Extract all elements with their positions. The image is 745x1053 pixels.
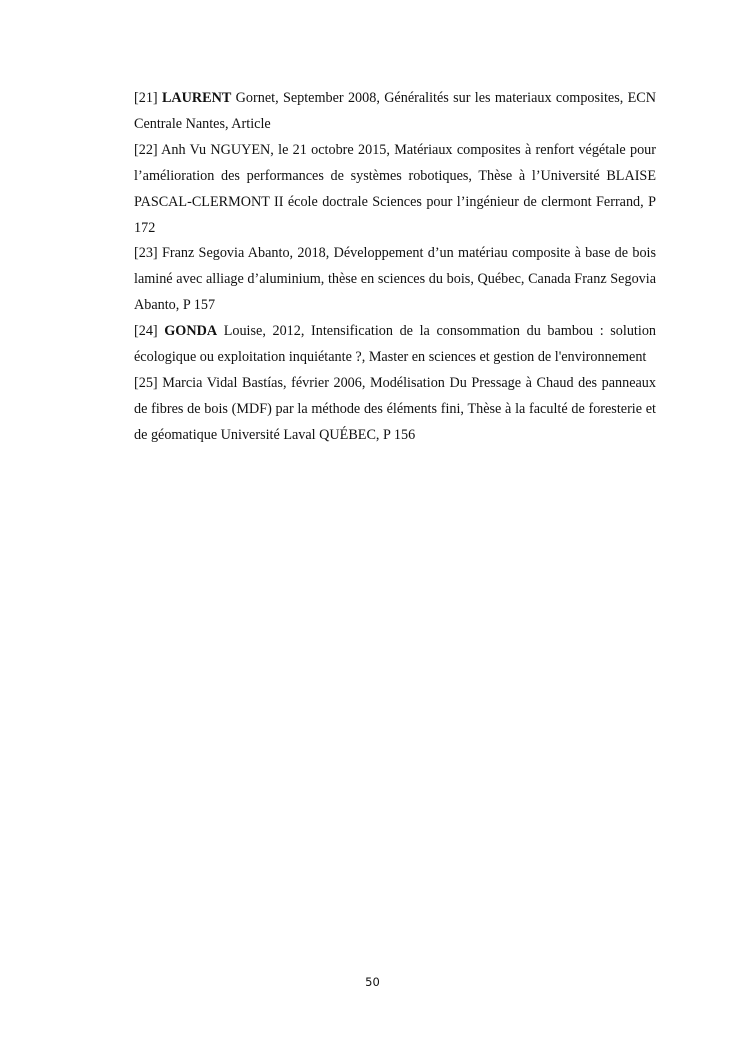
reference-number: [25] (134, 374, 158, 391)
reference-21 (134, 86, 656, 138)
reference-text: Louise, 2012, Intensification de la consommation du bambou : solution écologique ou exploitation inquiétante ?, Master en sciences et gestion de l'environnement (134, 323, 657, 366)
reference-list (134, 86, 656, 449)
reference-number: [24] (134, 323, 158, 340)
reference-number: [22] (134, 141, 158, 158)
reference-text: Franz Segovia Abanto, 2018, Développement d’un matériau composite à base de bois laminé avec alliage d’aluminium, thèse en sciences du bois, Québec, Canada Franz Segovia Abanto, P 157 (134, 245, 657, 314)
reference-number: [21] (134, 90, 158, 106)
reference-22 (134, 138, 656, 242)
reference-author-bold: LAURENT (161, 90, 232, 106)
reference-text: Gornet, September 2008, Généralités sur les materiaux composites, ECN Centrale Nantes, Article (134, 90, 657, 132)
reference-text: Anh Vu NGUYEN, le 21 octobre 2015, Matériaux composites à renfort végétale pour l’amélioration des performances de systèmes robotiques, Thèse à l’Université BLAISE PASCAL-CLERMONT II école doctrale Sciences pour l’ingénieur de clermont Ferrand, P 172 (134, 141, 657, 236)
reference-author-bold: GONDA (164, 323, 218, 340)
reference-23 (134, 241, 656, 319)
reference-text: Marcia Vidal Bastías, février 2006, Modélisation Du Pressage à Chaud des panneaux de fibres de bois (MDF) par la méthode des éléments fini, Thèse à la faculté de foresterie et de géomatique Université Laval QUÉBEC, P 156 (134, 374, 656, 443)
reference-24 (134, 319, 656, 371)
reference-25 (134, 371, 656, 449)
page-number: 50 (365, 975, 380, 989)
reference-number: [23] (134, 245, 158, 262)
